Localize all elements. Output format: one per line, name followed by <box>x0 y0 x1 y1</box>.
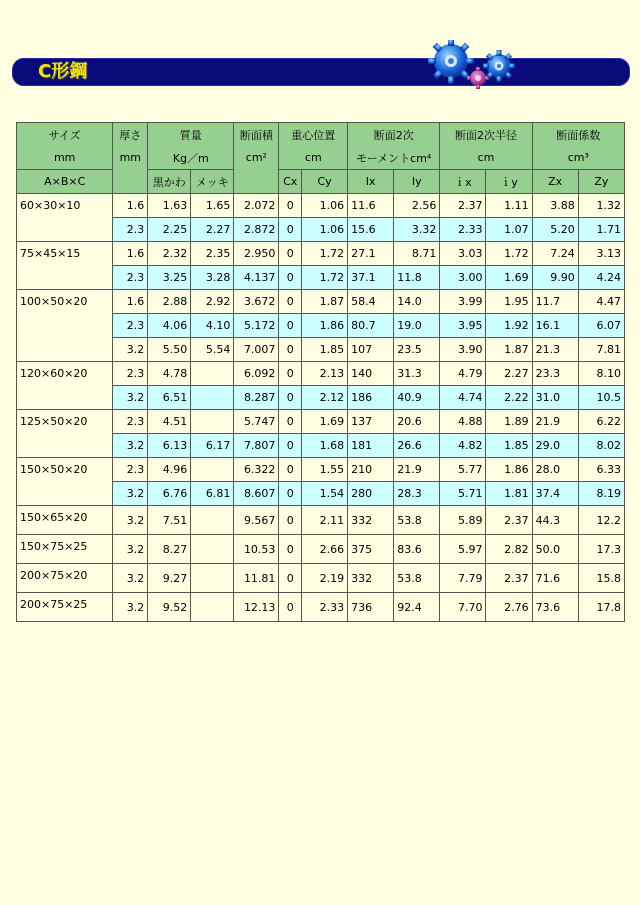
table-cell: 8.02 <box>578 434 624 458</box>
table-cell: 332 <box>348 506 394 535</box>
table-cell: 29.0 <box>532 434 578 458</box>
table-cell: 6.76 <box>148 482 191 506</box>
table-cell: 2.13 <box>301 362 347 386</box>
table-cell: 2.072 <box>234 194 279 218</box>
table-cell: 6.322 <box>234 458 279 482</box>
size-cell: 120×60×20 <box>17 362 113 410</box>
table-cell: 5.71 <box>440 482 486 506</box>
table-cell: 17.8 <box>578 593 624 622</box>
header-modulus-unit: cm³ <box>532 146 624 170</box>
table-cell: 1.81 <box>486 482 532 506</box>
table-row <box>17 362 625 386</box>
table-cell: 1.87 <box>486 338 532 362</box>
table-cell: 23.5 <box>394 338 440 362</box>
table-cell <box>191 564 234 593</box>
table-cell: 8.10 <box>578 362 624 386</box>
table-cell: 2.37 <box>486 564 532 593</box>
table-cell: 0 <box>279 506 302 535</box>
header-centroid: 重心位置 <box>279 123 348 147</box>
header-mass-plated: メッキ <box>191 170 234 194</box>
table-cell: 2.3 <box>113 266 148 290</box>
table-cell: 0 <box>279 410 302 434</box>
table-cell: 3.672 <box>234 290 279 314</box>
table-row <box>17 194 625 218</box>
table-cell: 6.13 <box>148 434 191 458</box>
header-thickness-blank <box>113 170 148 194</box>
table-cell: 4.137 <box>234 266 279 290</box>
table-cell: 2.27 <box>191 218 234 242</box>
table-cell: 140 <box>348 362 394 386</box>
table-cell: 0 <box>279 314 302 338</box>
table-cell: 5.172 <box>234 314 279 338</box>
table-cell: 3.2 <box>113 386 148 410</box>
header-size: サイズ <box>17 123 113 147</box>
table-cell: 19.0 <box>394 314 440 338</box>
header-zx: Zx <box>532 170 578 194</box>
table-cell: 210 <box>348 458 394 482</box>
table-cell: 2.76 <box>486 593 532 622</box>
table-cell: 58.4 <box>348 290 394 314</box>
table-cell: 0 <box>279 194 302 218</box>
table-cell: 3.95 <box>440 314 486 338</box>
table-cell: 3.32 <box>394 218 440 242</box>
size-cell: 75×45×15 <box>17 242 113 290</box>
header-mass: 質量 <box>148 123 234 147</box>
table-cell: 1.07 <box>486 218 532 242</box>
table-cell: 2.27 <box>486 362 532 386</box>
table-cell: 6.092 <box>234 362 279 386</box>
table-cell: 2.33 <box>301 593 347 622</box>
table-cell: 1.54 <box>301 482 347 506</box>
table-cell: 2.3 <box>113 458 148 482</box>
table-cell: 2.33 <box>440 218 486 242</box>
table-cell: 1.85 <box>486 434 532 458</box>
table-cell: 7.007 <box>234 338 279 362</box>
header-mass-black: 黒かわ <box>148 170 191 194</box>
table-cell: 17.3 <box>578 535 624 564</box>
table-cell: 3.90 <box>440 338 486 362</box>
table-cell: 16.1 <box>532 314 578 338</box>
table-cell: 1.68 <box>301 434 347 458</box>
table-cell: 3.99 <box>440 290 486 314</box>
table-cell: 1.95 <box>486 290 532 314</box>
table-cell: 0 <box>279 386 302 410</box>
table-cell: 0 <box>279 266 302 290</box>
table-cell: 1.06 <box>301 194 347 218</box>
table-cell: 11.7 <box>532 290 578 314</box>
table-cell: 50.0 <box>532 535 578 564</box>
table-cell: 1.63 <box>148 194 191 218</box>
table-cell: 107 <box>348 338 394 362</box>
table-cell: 1.6 <box>113 290 148 314</box>
header-rx: ｉx <box>440 170 486 194</box>
table-cell: 8.287 <box>234 386 279 410</box>
header-zy: Zy <box>578 170 624 194</box>
size-cell: 150×75×25 <box>17 535 113 564</box>
size-cell: 60×30×10 <box>17 194 113 242</box>
table-cell: 375 <box>348 535 394 564</box>
table-cell: 5.747 <box>234 410 279 434</box>
table-row <box>17 242 625 266</box>
table-cell: 37.1 <box>348 266 394 290</box>
header-mass-unit: Kg／m <box>148 146 234 170</box>
table-cell: 2.92 <box>191 290 234 314</box>
table-cell: 31.3 <box>394 362 440 386</box>
table-row <box>17 458 625 482</box>
header-cy: Cy <box>301 170 347 194</box>
table-cell: 2.3 <box>113 362 148 386</box>
table-cell: 9.52 <box>148 593 191 622</box>
table-cell: 31.0 <box>532 386 578 410</box>
table-cell: 53.8 <box>394 564 440 593</box>
table-cell: 6.07 <box>578 314 624 338</box>
table-cell: 4.06 <box>148 314 191 338</box>
table-cell: 2.88 <box>148 290 191 314</box>
page-title: C形鋼 <box>38 61 88 82</box>
table-cell: 1.72 <box>486 242 532 266</box>
header-cx: Cx <box>279 170 302 194</box>
table-cell: 3.25 <box>148 266 191 290</box>
table-cell: 1.71 <box>578 218 624 242</box>
table-cell: 7.807 <box>234 434 279 458</box>
table-cell: 21.9 <box>394 458 440 482</box>
table-cell: 2.82 <box>486 535 532 564</box>
header-radius: 断面2次半径 <box>440 123 532 147</box>
table-cell: 5.50 <box>148 338 191 362</box>
table-cell: 23.3 <box>532 362 578 386</box>
table-cell: 27.1 <box>348 242 394 266</box>
table-cell: 736 <box>348 593 394 622</box>
table-cell <box>191 535 234 564</box>
table-cell: 9.90 <box>532 266 578 290</box>
table-cell: 0 <box>279 564 302 593</box>
table-cell: 12.13 <box>234 593 279 622</box>
table-cell: 12.2 <box>578 506 624 535</box>
table-cell: 4.79 <box>440 362 486 386</box>
table-row <box>17 290 625 314</box>
table-cell: 6.81 <box>191 482 234 506</box>
table-cell: 1.85 <box>301 338 347 362</box>
table-cell: 5.89 <box>440 506 486 535</box>
table-cell: 3.00 <box>440 266 486 290</box>
table-cell: 40.9 <box>394 386 440 410</box>
table-cell: 1.72 <box>301 242 347 266</box>
table-cell: 2.56 <box>394 194 440 218</box>
table-cell: 1.89 <box>486 410 532 434</box>
size-cell: 200×75×25 <box>17 593 113 622</box>
table-cell: 2.3 <box>113 410 148 434</box>
header-area: 断面積 <box>234 123 279 147</box>
size-cell: 100×50×20 <box>17 290 113 362</box>
table-cell: 83.6 <box>394 535 440 564</box>
table-cell: 10.5 <box>578 386 624 410</box>
table-cell: 1.65 <box>191 194 234 218</box>
header-moment: 断面2次 <box>348 123 440 147</box>
table-cell: 53.8 <box>394 506 440 535</box>
size-cell: 150×50×20 <box>17 458 113 506</box>
table-cell: 1.6 <box>113 242 148 266</box>
table-cell <box>191 458 234 482</box>
table-cell <box>191 593 234 622</box>
table-cell: 11.6 <box>348 194 394 218</box>
table-cell: 3.13 <box>578 242 624 266</box>
table-cell: 6.17 <box>191 434 234 458</box>
table-cell: 0 <box>279 434 302 458</box>
size-cell: 125×50×20 <box>17 410 113 458</box>
table-cell: 4.51 <box>148 410 191 434</box>
table-cell: 2.11 <box>301 506 347 535</box>
table-cell: 4.74 <box>440 386 486 410</box>
table-row <box>17 535 625 564</box>
table-cell: 3.2 <box>113 535 148 564</box>
table-cell: 2.32 <box>148 242 191 266</box>
table-cell: 3.2 <box>113 434 148 458</box>
title-bar <box>12 58 630 86</box>
table-cell: 9.567 <box>234 506 279 535</box>
table-cell: 26.6 <box>394 434 440 458</box>
table-cell: 4.78 <box>148 362 191 386</box>
table-cell: 5.20 <box>532 218 578 242</box>
table-cell: 5.77 <box>440 458 486 482</box>
table-body <box>17 194 625 622</box>
header-area-blank <box>234 170 279 194</box>
table-row <box>17 564 625 593</box>
table-cell: 1.69 <box>486 266 532 290</box>
table-cell: 4.82 <box>440 434 486 458</box>
table-cell: 28.3 <box>394 482 440 506</box>
table-cell: 1.55 <box>301 458 347 482</box>
header-thickness: 厚さ <box>113 123 148 147</box>
table-cell: 15.8 <box>578 564 624 593</box>
header-thickness-unit: mm <box>113 146 148 170</box>
table-cell: 2.22 <box>486 386 532 410</box>
header-centroid-unit: cm <box>279 146 348 170</box>
table-cell: 3.28 <box>191 266 234 290</box>
table-cell: 2.3 <box>113 218 148 242</box>
table-cell: 181 <box>348 434 394 458</box>
table-cell: 7.81 <box>578 338 624 362</box>
table-cell: 1.69 <box>301 410 347 434</box>
table-cell: 1.86 <box>486 458 532 482</box>
table-cell: 11.8 <box>394 266 440 290</box>
table-cell: 0 <box>279 218 302 242</box>
table-cell: 2.872 <box>234 218 279 242</box>
header-modulus: 断面係数 <box>532 123 624 147</box>
table-cell: 2.12 <box>301 386 347 410</box>
table-cell: 7.24 <box>532 242 578 266</box>
table-cell: 137 <box>348 410 394 434</box>
table-cell: 186 <box>348 386 394 410</box>
table-cell: 1.87 <box>301 290 347 314</box>
size-cell: 150×65×20 <box>17 506 113 535</box>
table-cell: 2.19 <box>301 564 347 593</box>
table-cell: 37.4 <box>532 482 578 506</box>
table-cell: 44.3 <box>532 506 578 535</box>
table-cell: 1.6 <box>113 194 148 218</box>
table-cell: 3.2 <box>113 564 148 593</box>
table-cell: 3.03 <box>440 242 486 266</box>
table-row <box>17 410 625 434</box>
table-cell: 2.950 <box>234 242 279 266</box>
table-cell: 1.86 <box>301 314 347 338</box>
table-cell: 8.71 <box>394 242 440 266</box>
table-cell: 0 <box>279 242 302 266</box>
table-cell: 2.25 <box>148 218 191 242</box>
table-cell <box>191 410 234 434</box>
table-cell: 332 <box>348 564 394 593</box>
table-cell: 2.3 <box>113 314 148 338</box>
table-cell: 1.06 <box>301 218 347 242</box>
header-ix: Ⅰx <box>348 170 394 194</box>
table-cell <box>191 362 234 386</box>
table-cell: 8.607 <box>234 482 279 506</box>
table-cell: 6.22 <box>578 410 624 434</box>
table-row <box>17 593 625 622</box>
header-ry: ｉy <box>486 170 532 194</box>
table-cell: 0 <box>279 362 302 386</box>
table-cell <box>191 506 234 535</box>
table-cell: 6.33 <box>578 458 624 482</box>
table-cell: 71.6 <box>532 564 578 593</box>
header-size-unit: mm <box>17 146 113 170</box>
table-cell: 0 <box>279 482 302 506</box>
header-area-unit: cm² <box>234 146 279 170</box>
header-radius-unit: cm <box>440 146 532 170</box>
table-cell: 3.2 <box>113 338 148 362</box>
table-cell: 2.37 <box>486 506 532 535</box>
header-moment-unit: モーメントcm⁴ <box>348 146 440 170</box>
table-cell: 11.81 <box>234 564 279 593</box>
table-cell: 4.88 <box>440 410 486 434</box>
table-cell: 15.6 <box>348 218 394 242</box>
table-cell: 2.37 <box>440 194 486 218</box>
table-cell: 0 <box>279 458 302 482</box>
table-cell: 4.47 <box>578 290 624 314</box>
table-cell: 7.51 <box>148 506 191 535</box>
table-cell: 5.54 <box>191 338 234 362</box>
table-cell: 1.72 <box>301 266 347 290</box>
table-cell: 21.3 <box>532 338 578 362</box>
table-cell: 7.70 <box>440 593 486 622</box>
table-cell: 3.2 <box>113 506 148 535</box>
table-cell: 7.79 <box>440 564 486 593</box>
table-cell: 6.51 <box>148 386 191 410</box>
table-cell: 1.11 <box>486 194 532 218</box>
table-cell: 10.53 <box>234 535 279 564</box>
table-cell: 3.2 <box>113 482 148 506</box>
table-cell: 4.10 <box>191 314 234 338</box>
table-cell: 1.32 <box>578 194 624 218</box>
header-iy: Ⅰy <box>394 170 440 194</box>
size-cell: 200×75×20 <box>17 564 113 593</box>
table-cell: 2.66 <box>301 535 347 564</box>
table-cell: 4.24 <box>578 266 624 290</box>
table-cell: 21.9 <box>532 410 578 434</box>
table-cell: 73.6 <box>532 593 578 622</box>
gears-icon <box>425 40 525 92</box>
table-cell: 80.7 <box>348 314 394 338</box>
table-cell: 9.27 <box>148 564 191 593</box>
table-cell: 0 <box>279 535 302 564</box>
table-cell: 2.35 <box>191 242 234 266</box>
table-cell: 0 <box>279 338 302 362</box>
c-channel-spec-table <box>16 122 625 622</box>
table-cell: 5.97 <box>440 535 486 564</box>
header-size-dims: A×B×C <box>17 170 113 194</box>
table-cell: 14.0 <box>394 290 440 314</box>
table-cell: 3.2 <box>113 593 148 622</box>
table-cell: 3.88 <box>532 194 578 218</box>
table-cell: 4.96 <box>148 458 191 482</box>
table-cell: 1.92 <box>486 314 532 338</box>
table-cell: 28.0 <box>532 458 578 482</box>
table-cell: 8.27 <box>148 535 191 564</box>
table-cell: 92.4 <box>394 593 440 622</box>
table-cell: 8.19 <box>578 482 624 506</box>
table-cell: 0 <box>279 593 302 622</box>
table-cell: 0 <box>279 290 302 314</box>
table-cell: 20.6 <box>394 410 440 434</box>
table-row <box>17 506 625 535</box>
table-cell: 280 <box>348 482 394 506</box>
table-cell <box>191 386 234 410</box>
